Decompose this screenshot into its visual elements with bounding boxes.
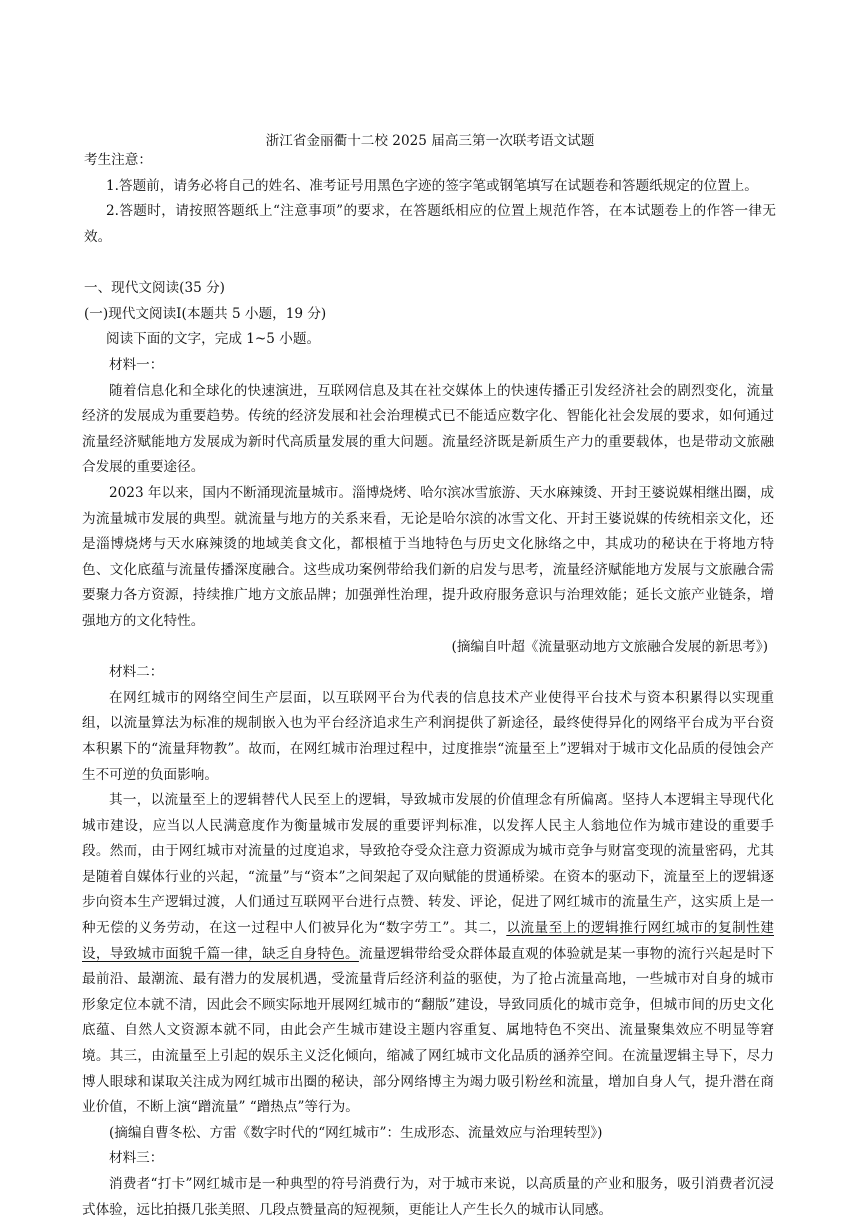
reading-instruction: 阅读下面的文字，完成 1~5 小题。 [106,331,321,348]
section-1-subheading: (一)现代文阅读Ⅰ(本题共 5 小题，19 分) [84,305,327,322]
material-2-source: (摘编自曹冬松、方雷《数字时代的“网红城市”：生成形态、流量效应与治理转型》) [109,1124,603,1141]
notice-item-2: 2.答题时，请按照答题纸上“注意事项”的要求，在答题纸相应的位置上规范作答，在本试题卷上的作答一律无效。 [84,203,776,245]
notice-heading: 考生注意： [84,152,152,168]
material-2-paragraph-1: 在网红城市的网络空间生产层面，以互联网平台为代表的信息技术产业使得平台技术与资本积累得以实现重组，以流量算法为标准的规制嵌入也为平台经济追求生产利润提供了新途径，最终使得异化的网络平台成为平台资本积累下的“流量拜物教”。故而，在网红城市治理过程中，过度推崇“流量至上”逻辑对于城市文化品质的侵蚀会产生不可逆的负面影响。 [82,689,774,783]
material-2-label: 材料二： [109,664,164,681]
materials-body [82,353,774,1223]
material-3-paragraph-1: 消费者“打卡”网红城市是一种典型的符号消费行为，对于城市来说，以高质量的产业和服务，吸引消费者沉浸式体验，远比拍摄几张美照、几段点赞量高的短视频，更能让人产生长久的城市认同感。 [82,1176,774,1218]
material-1-paragraph-1: 随着信息化和全球化的快速演进，互联网信息及其在社交媒体上的快速传播正引发经济社会的剧烈变化，流量经济的发展成为重要趋势。传统的经济发展和社会治理模式已不能适应数字化、智能化社会发展的要求，如何通过流量经济赋能地方发展成为新时代高质量发展的重大问题。流量经济既是新质生产力的重要载体，也是带动文旅融合发展的重要途径。 [82,382,774,476]
exam-title: 浙江省金丽衢十二校 2025 届高三第一次联考语文试题 [265,133,595,149]
notice-item-1: 1.答题前，请务必将自己的姓名、准考证号用黑色字迹的签字笔或钢笔填写在试题卷和答题纸规定的位置上。 [106,177,758,194]
material-2-paragraph-2 [82,788,774,1121]
material-1-source: (摘编自叶超《流量驱动地方文旅融合发展的新思考》) [451,638,768,655]
underlined-sentence: 以流量至上的逻辑推行网红城市的复制性建设，导致城市面貌千篇一律，缺乏自身特色。 [82,920,774,962]
section-1-heading: 一、现代文阅读(35 分) [84,280,225,296]
material-2-paragraph-2-part-a: 其一，以流量至上的逻辑替代人民至上的逻辑，导致城市发展的价值理念有所偏离。坚持人本逻辑主导现代化城市建设，应当以人民满意度作为衡量城市发展的重要评判标准，以发挥人民主人翁地位作为城市建设的重要手段。然而，由于网红城市对流量的过度追求，导致抢夺受众注意力资源成为城市竞争与财富变现的流量密码，尤其是随着自媒体行业的兴起，“流量”与“资本”之间架起了双向赋能的贯通桥梁。在资本的驱动下，流量至上的逻辑逐步向资本生产逻辑过渡，人们通过互联网平台进行点赞、转发、评论，促进了网红城市的流量生产，这实质上是一种无偿的义务劳动，在这一过程中人们被异化为“数字劳工”。其二， [82,792,774,937]
material-1-label: 材料一： [109,357,164,373]
material-3-label: 材料三： [109,1150,164,1167]
notice-section [84,148,776,250]
material-2-paragraph-2-part-b: 流量逻辑带给受众群体最直观的体验就是某一事物的流行兴起是时下最前沿、最潮流、最有潜力的发展机遇，受流量背后经济利益的驱使，为了抢占流量高地，一些城市对自身的城市形象定位本就不清，因此会不顾实际地开展网红城市的“翻版”建设，导致同质化的城市竞争，但城市间的历史文化底蕴、自然人文资源本就不同，由此会产生城市建设主题内容重复、属地特色不突出、流量聚集效应不明显等窘境。其三，由流量至上引起的娱乐主义泛化倾向，缩减了网红城市文化品质的涵养空间。在流量逻辑主导下，尽力博人眼球和谋取关注成为网红城市出圈的秘诀，部分网络博主为竭力吸引粉丝和流量，增加自身人气，提升潜在商业价值，不断上演“蹭流量” “蹭热点”等行为。 [82,945,775,1116]
section-1 [84,276,776,353]
material-1-paragraph-2: 2023 年以来，国内不断涌现流量城市。淄博烧烤、哈尔滨冰雪旅游、天水麻辣烫、开封王婆说媒相继出圈，成为流量城市发展的典型。就流量与地方的关系来看，无论是哈尔滨的冰雪文化、开封王婆说媒的传统相亲文化，还是淄博烧烤与天水麻辣烫的地域美食文化，都根植于当地特色与历史文化脉络之中，其成功的秘诀在于将地方特色、文化底蕴与流量传播深度融合。这些成功案例带给我们新的启发与思考，流量经济赋能地方发展与文旅融合需要聚力各方资源，持续推广地方文旅品牌；加强弹性治理，提升政府服务意识与治理效能；延长文旅产业链条，增强地方的文化特性。 [82,484,774,629]
